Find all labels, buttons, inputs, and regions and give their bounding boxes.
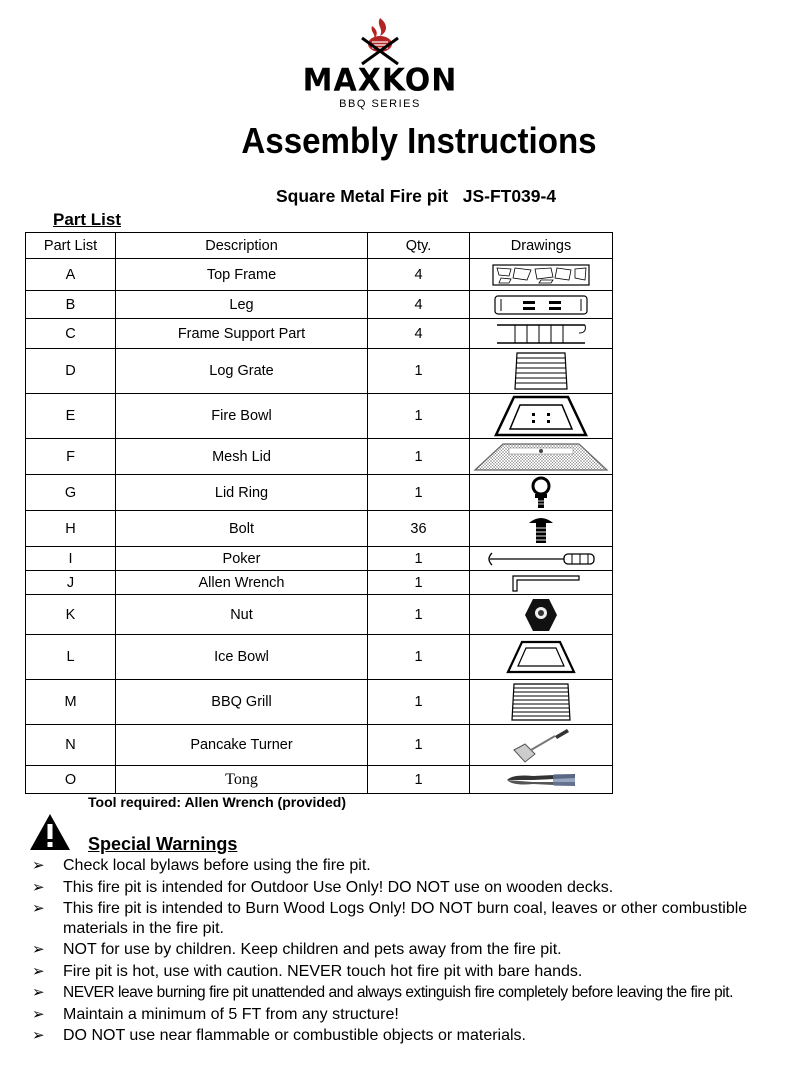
part-description: Lid Ring bbox=[116, 475, 368, 511]
part-qty: 1 bbox=[368, 547, 470, 571]
grill-flame-icon bbox=[358, 16, 402, 66]
warning-text: Check local bylaws before using the fire pit. bbox=[63, 857, 371, 874]
table-row bbox=[26, 766, 613, 794]
part-qty: 1 bbox=[368, 635, 470, 680]
bolt-drawing bbox=[470, 511, 613, 547]
log-grate-drawing bbox=[470, 349, 613, 394]
part-description: Mesh Lid bbox=[116, 439, 368, 475]
pancake-turner-drawing bbox=[470, 725, 613, 766]
part-id: B bbox=[26, 291, 116, 319]
table-row bbox=[26, 394, 613, 439]
bbq-grill-drawing bbox=[470, 680, 613, 725]
fire-bowl-drawing bbox=[470, 394, 613, 439]
tong-drawing bbox=[470, 766, 613, 794]
arrow-bullet-icon: ➢ bbox=[32, 899, 45, 917]
list-item bbox=[30, 983, 800, 1003]
table-row bbox=[26, 635, 613, 680]
top-frame-drawing bbox=[470, 259, 613, 291]
nut-drawing bbox=[470, 595, 613, 635]
part-description: Allen Wrench bbox=[116, 571, 368, 595]
part-id: J bbox=[26, 571, 116, 595]
warning-text: This fire pit is intended for Outdoor Use Only! DO NOT use on wooden decks. bbox=[63, 878, 614, 896]
allen-wrench-drawing bbox=[470, 571, 613, 595]
part-qty: 1 bbox=[368, 394, 470, 439]
part-qty: 1 bbox=[368, 595, 470, 635]
warning-text: Maintain a minimum of 5 FT from any structure! bbox=[63, 1005, 399, 1023]
arrow-bullet-icon: ➢ bbox=[32, 961, 45, 980]
table-row bbox=[26, 291, 613, 319]
parts-table bbox=[25, 232, 613, 794]
part-qty: 1 bbox=[368, 439, 470, 475]
part-description: Nut bbox=[116, 595, 368, 635]
arrow-bullet-icon: ➢ bbox=[32, 1004, 45, 1023]
part-id: I bbox=[26, 547, 116, 571]
list-item bbox=[30, 1026, 800, 1046]
part-id: H bbox=[26, 511, 116, 547]
part-qty: 1 bbox=[368, 475, 470, 511]
part-description: Poker bbox=[116, 547, 368, 571]
table-header-row bbox=[26, 233, 613, 259]
part-qty: 1 bbox=[368, 571, 470, 595]
table-row bbox=[26, 439, 613, 475]
part-qty: 1 bbox=[368, 680, 470, 725]
part-id: M bbox=[26, 680, 116, 725]
part-id: G bbox=[26, 475, 116, 511]
table-row bbox=[26, 725, 613, 766]
part-description: Ice Bowl bbox=[116, 635, 368, 680]
part-qty: 1 bbox=[368, 725, 470, 766]
part-qty: 4 bbox=[368, 259, 470, 291]
part-qty: 4 bbox=[368, 319, 470, 349]
list-item bbox=[30, 940, 800, 960]
header-qty: Qty. bbox=[368, 233, 470, 259]
part-qty: 1 bbox=[368, 349, 470, 394]
part-list-heading: Part List bbox=[53, 210, 122, 229]
leg-drawing bbox=[470, 291, 613, 319]
product-subtitle: Square Metal Fire pit JS-FT039-4 bbox=[276, 186, 557, 206]
part-id: N bbox=[26, 725, 116, 766]
part-id: K bbox=[26, 595, 116, 635]
poker-drawing bbox=[470, 547, 613, 571]
part-description: Fire Bowl bbox=[116, 394, 368, 439]
part-id: O bbox=[26, 766, 116, 794]
part-id: C bbox=[26, 319, 116, 349]
warning-triangle-icon bbox=[28, 812, 72, 852]
part-description: Frame Support Part bbox=[116, 319, 368, 349]
part-description: Log Grate bbox=[116, 349, 368, 394]
warning-text: This fire pit is intended to Burn Wood Logs Only! DO NOT burn coal, leaves or other combustible materials in the fire pit. bbox=[63, 900, 748, 937]
arrow-bullet-icon: ➢ bbox=[32, 983, 45, 1001]
part-qty: 4 bbox=[368, 291, 470, 319]
warnings-list bbox=[30, 856, 800, 1048]
list-item bbox=[30, 1005, 800, 1025]
page-title: Assembly Instructions bbox=[241, 120, 597, 161]
table-row bbox=[26, 349, 613, 394]
table-row bbox=[26, 511, 613, 547]
tool-required-note: Tool required: Allen Wrench (provided) bbox=[88, 794, 346, 810]
warning-text: NOT for use by children. Keep children and pets away from the fire pit. bbox=[63, 941, 562, 958]
table-row bbox=[26, 475, 613, 511]
frame-support-drawing bbox=[470, 319, 613, 349]
list-item bbox=[30, 962, 800, 982]
table-row bbox=[26, 319, 613, 349]
arrow-bullet-icon: ➢ bbox=[32, 1026, 45, 1044]
arrow-bullet-icon: ➢ bbox=[32, 940, 45, 958]
header-drawings: Drawings bbox=[470, 233, 613, 259]
warning-text: NEVER leave burning fire pit unattended and always extinguish fire completely before leaving the fire pit. bbox=[63, 984, 734, 1001]
part-id: F bbox=[26, 439, 116, 475]
table-row bbox=[26, 680, 613, 725]
list-item bbox=[30, 856, 800, 876]
part-description: Leg bbox=[116, 291, 368, 319]
warning-text: DO NOT use near flammable or combustible objects or materials. bbox=[63, 1027, 526, 1044]
part-description: Tong bbox=[116, 766, 368, 794]
part-id: D bbox=[26, 349, 116, 394]
table-row bbox=[26, 259, 613, 291]
part-id: L bbox=[26, 635, 116, 680]
header-description: Description bbox=[116, 233, 368, 259]
part-id: A bbox=[26, 259, 116, 291]
special-warnings-heading: Special Warnings bbox=[88, 834, 238, 854]
mesh-lid-drawing bbox=[470, 439, 613, 475]
table-row bbox=[26, 571, 613, 595]
logo-brand-name: MAXKON bbox=[302, 62, 458, 99]
table-row bbox=[26, 547, 613, 571]
table-row bbox=[26, 595, 613, 635]
part-description: Top Frame bbox=[116, 259, 368, 291]
list-item bbox=[30, 899, 800, 938]
part-id: E bbox=[26, 394, 116, 439]
warning-text: Fire pit is hot, use with caution. NEVER touch hot fire pit with bare hands. bbox=[63, 962, 583, 980]
arrow-bullet-icon: ➢ bbox=[32, 877, 45, 896]
header-part: Part List bbox=[26, 233, 116, 259]
list-item bbox=[30, 878, 800, 898]
part-qty: 1 bbox=[368, 766, 470, 794]
part-qty: 36 bbox=[368, 511, 470, 547]
part-description: Pancake Turner bbox=[116, 725, 368, 766]
lid-ring-drawing bbox=[470, 475, 613, 511]
part-description: BBQ Grill bbox=[116, 680, 368, 725]
logo-subtitle: BBQ SERIES bbox=[339, 98, 421, 110]
maxkon-logo bbox=[300, 16, 460, 110]
arrow-bullet-icon: ➢ bbox=[32, 856, 45, 874]
part-description: Bolt bbox=[116, 511, 368, 547]
ice-bowl-drawing bbox=[470, 635, 613, 680]
